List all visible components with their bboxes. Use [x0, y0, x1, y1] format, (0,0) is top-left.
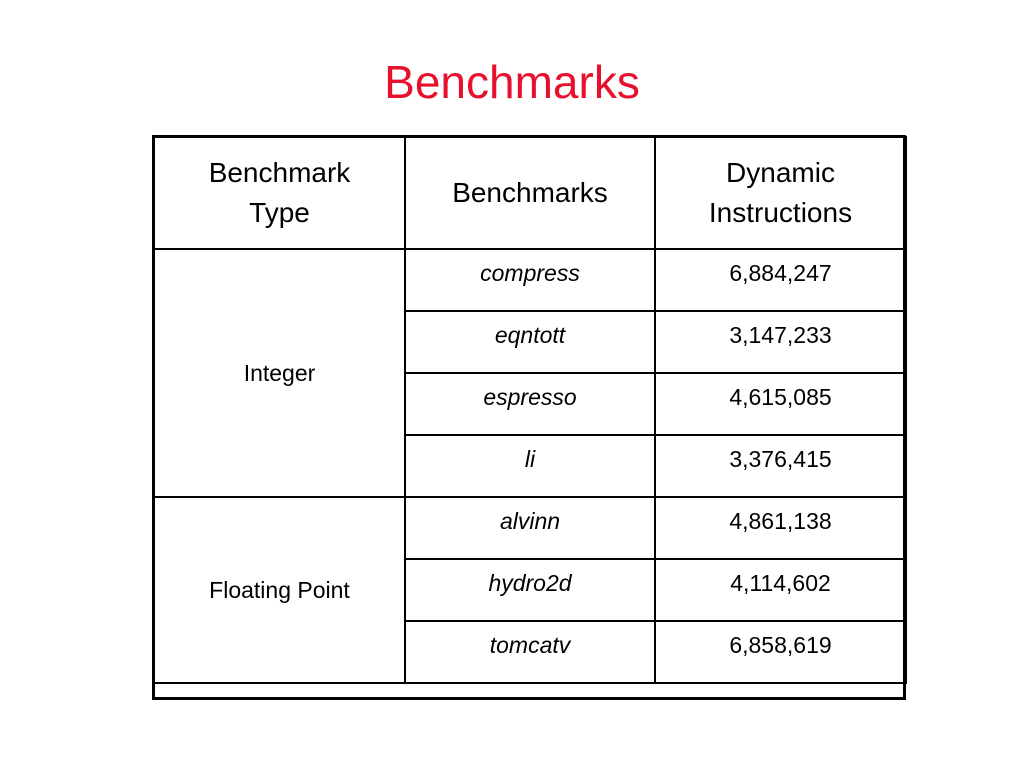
instruction-count: 3,147,233 [655, 311, 906, 373]
instruction-count: 4,861,138 [655, 497, 906, 559]
group-type-integer: Integer [154, 249, 405, 497]
benchmark-name: li [405, 435, 655, 497]
header-benchmark-type-line2: Type [249, 197, 310, 228]
benchmark-name: compress [405, 249, 655, 311]
table-header-row [154, 137, 906, 249]
header-benchmarks: Benchmarks [405, 137, 655, 249]
instruction-count: 4,615,085 [655, 373, 906, 435]
table-row [154, 249, 906, 311]
header-dynamic-instructions-line2: Instructions [708, 197, 853, 228]
benchmark-name: tomcatv [405, 621, 655, 683]
instruction-count: 4,114,602 [655, 559, 906, 621]
table-row [154, 497, 906, 559]
benchmark-name: espresso [405, 373, 655, 435]
header-dynamic-instructions-line1: Dynamic [726, 157, 835, 188]
group-type-floating-point: Floating Point [154, 497, 405, 683]
instruction-count: 6,884,247 [655, 249, 906, 311]
header-dynamic-instructions [655, 137, 906, 249]
instruction-count: 3,376,415 [655, 435, 906, 497]
benchmarks-table [153, 136, 907, 684]
benchmark-name: hydro2d [405, 559, 655, 621]
instruction-count: 6,858,619 [655, 621, 906, 683]
header-benchmark-type-line1: Benchmark [208, 157, 351, 188]
slide-title: Benchmarks [384, 56, 640, 108]
header-benchmark-type [154, 137, 405, 249]
benchmark-name: eqntott [405, 311, 655, 373]
benchmark-name: alvinn [405, 497, 655, 559]
